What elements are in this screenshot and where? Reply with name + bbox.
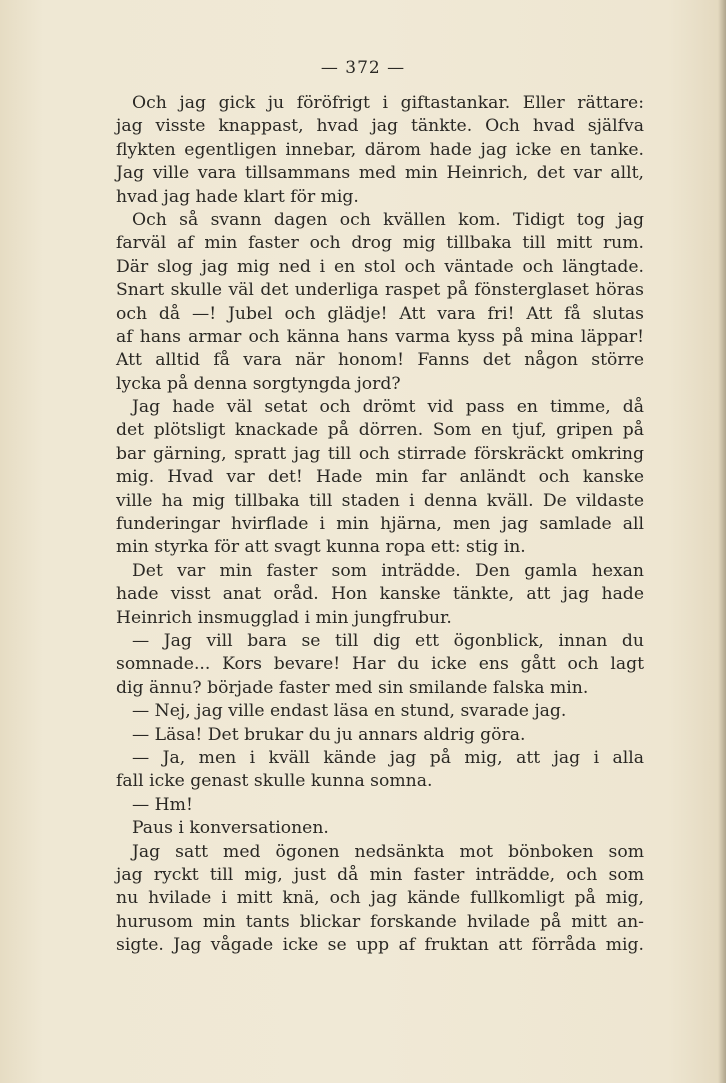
text-line: funderingar hvirflade i min hjärna, men jag samlade all <box>116 514 644 535</box>
text-line: Jag hade väl setat och drömt vid pass en timme, då <box>132 397 644 418</box>
text-line: bar gärning, spratt jag till och stirrade förskräckt omkring <box>116 443 644 464</box>
text-line: min styrka för att svagt kunna ropa ett: stig in. <box>116 537 526 558</box>
text-line: — Ja, men i kväll kände jag på mig, att jag i alla <box>132 747 644 768</box>
text-line: jag visste knappast, hvad jag tänkte. Och hvad själfva <box>116 116 644 137</box>
text-line: det plötsligt knackade på dörren. Som en tjuf, gripen på <box>116 420 644 441</box>
text-line: hade visst anat oråd. Hon kanske tänkte, att jag hade <box>116 584 644 605</box>
text-line: Där slog jag mig ned i en stol och väntade och längtade. <box>116 256 644 277</box>
text-line: Jag satt med ögonen nedsänkta mot bönboken som <box>132 841 644 862</box>
text-line: dig ännu? började faster med sin smilande falska min. <box>116 677 589 698</box>
text-line: Och så svann dagen och kvällen kom. Tidigt tog jag <box>132 209 644 230</box>
text-line: mig. Hvad var det! Hade min far anländt och kanske <box>116 467 644 488</box>
text-line: — Läsa! Det brukar du ju annars aldrig göra. <box>132 724 526 745</box>
page-number: — 372 — <box>320 58 406 78</box>
text-line: jag ryckt till mig, just då min faster inträdde, och som <box>116 864 644 885</box>
page-edge-shadow <box>718 0 726 1083</box>
text-line: sigte. Jag vågade icke se upp af fruktan att förråda mig. <box>116 935 644 956</box>
text-line: fall icke genast skulle kunna somna. <box>116 771 433 792</box>
text-line: och då —! Jubel och glädje! Att vara fri! Att få slutas <box>116 303 644 324</box>
text-line: Jag ville vara tillsammans med min Heinrich, det var allt, <box>116 163 644 184</box>
text-line: Det var min faster som inträdde. Den gamla hexan <box>132 560 644 581</box>
text-line: Och jag gick ju föröfrigt i giftastankar. Eller rättare: <box>132 93 644 113</box>
text-line: flykten egentligen innebar, därom hade jag icke en tanke. <box>116 139 644 160</box>
text-line: af hans armar och känna hans varma kyss på mina läppar! <box>116 326 644 347</box>
text-line: — Nej, jag ville endast läsa en stund, svarade jag. <box>132 701 567 722</box>
text-line: lycka på denna sorgtyngda jord? <box>116 373 401 394</box>
text-line: nu hvilade i mitt knä, och jag kände fullkomligt på mig, <box>116 888 644 909</box>
text-line: hurusom min tants blickar forskande hvilade på mitt an- <box>116 911 644 932</box>
text-line: Heinrich insmugglad i min jungfrubur. <box>116 607 452 628</box>
text-line: — Jag vill bara se till dig ett ögonblick, innan du <box>132 630 644 651</box>
text-line: hvad jag hade klart för mig. <box>116 186 359 207</box>
text-line: Paus i konversationen. <box>132 818 329 839</box>
text-line: Att alltid få vara när honom! Fanns det någon större <box>116 350 644 371</box>
text-line: farväl af min faster och drog mig tillbaka till mitt rum. <box>116 233 644 254</box>
body-text <box>116 92 644 957</box>
text-line: ville ha mig tillbaka till staden i denna kväll. De vildaste <box>116 490 644 511</box>
text-line: somnade... Kors bevare! Har du icke ens gått och lagt <box>116 654 644 675</box>
text-line: — Hm! <box>132 794 193 815</box>
text-line: Snart skulle väl det underliga raspet på fönsterglaset höras <box>116 280 644 301</box>
